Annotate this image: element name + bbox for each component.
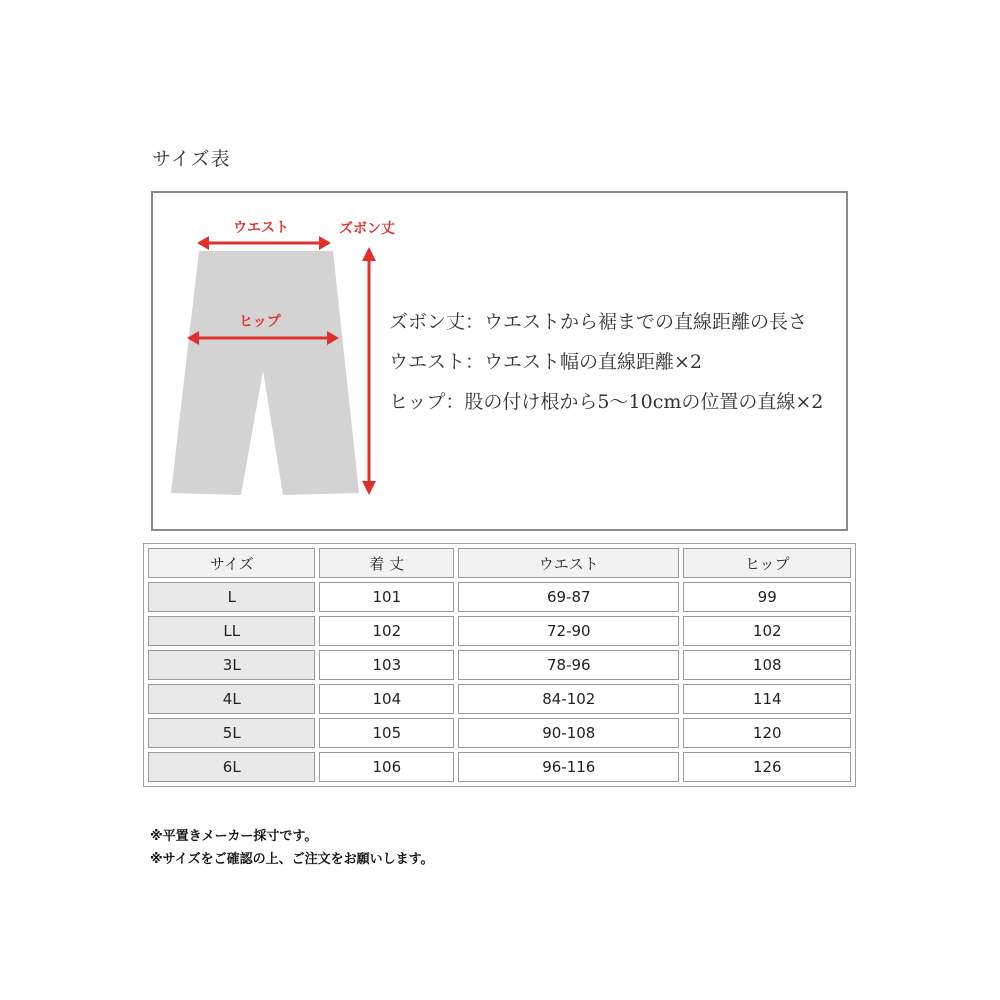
cell-hip: 114: [683, 684, 851, 714]
page-title: サイズ表: [152, 148, 231, 170]
note-confirm: ※サイズをご確認の上、ご注文をお願いします。: [150, 852, 434, 867]
header-hip: ヒップ: [683, 548, 851, 578]
table-header-row: [148, 548, 851, 578]
description-length: ズボン丈：ウエストから裾までの直線距離の長さ: [389, 311, 808, 333]
waist-arrow: [197, 236, 331, 250]
table-row: [148, 650, 851, 680]
note-measurement: ※平置きメーカー採寸です。: [150, 829, 318, 844]
cell-length: 103: [319, 650, 454, 680]
cell-hip: 102: [683, 616, 851, 646]
length-label: ズボン丈: [339, 221, 395, 237]
table-row: [148, 616, 851, 646]
cell-hip: 120: [683, 718, 851, 748]
pants-shape: [171, 251, 359, 495]
cell-length: 104: [319, 684, 454, 714]
cell-size: 5L: [148, 718, 315, 748]
cell-length: 105: [319, 718, 454, 748]
table-row: [148, 582, 851, 612]
cell-waist: 69-87: [458, 582, 679, 612]
header-waist: ウエスト: [458, 548, 679, 578]
cell-size: L: [148, 582, 315, 612]
cell-length: 101: [319, 582, 454, 612]
table-row: [148, 684, 851, 714]
description-hip: ヒップ：股の付け根から5～10cmの位置の直線×2: [389, 391, 824, 413]
cell-size: 3L: [148, 650, 315, 680]
measurement-diagram: [151, 191, 848, 531]
header-length: 着 丈: [319, 548, 454, 578]
table-row: [148, 718, 851, 748]
cell-waist: 84-102: [458, 684, 679, 714]
cell-waist: 78-96: [458, 650, 679, 680]
cell-waist: 90-108: [458, 718, 679, 748]
size-table: [143, 543, 856, 787]
hip-label: ヒップ: [239, 314, 281, 330]
cell-hip: 126: [683, 752, 851, 782]
table-row: [148, 752, 851, 782]
waist-label: ウエスト: [233, 220, 289, 236]
length-arrow: [362, 247, 376, 495]
cell-size: LL: [148, 616, 315, 646]
cell-size: 4L: [148, 684, 315, 714]
cell-length: 102: [319, 616, 454, 646]
cell-length: 106: [319, 752, 454, 782]
cell-hip: 108: [683, 650, 851, 680]
cell-waist: 96-116: [458, 752, 679, 782]
header-size: サイズ: [148, 548, 315, 578]
description-waist: ウエスト：ウエスト幅の直線距離×2: [389, 351, 703, 373]
cell-waist: 72-90: [458, 616, 679, 646]
cell-hip: 99: [683, 582, 851, 612]
cell-size: 6L: [148, 752, 315, 782]
